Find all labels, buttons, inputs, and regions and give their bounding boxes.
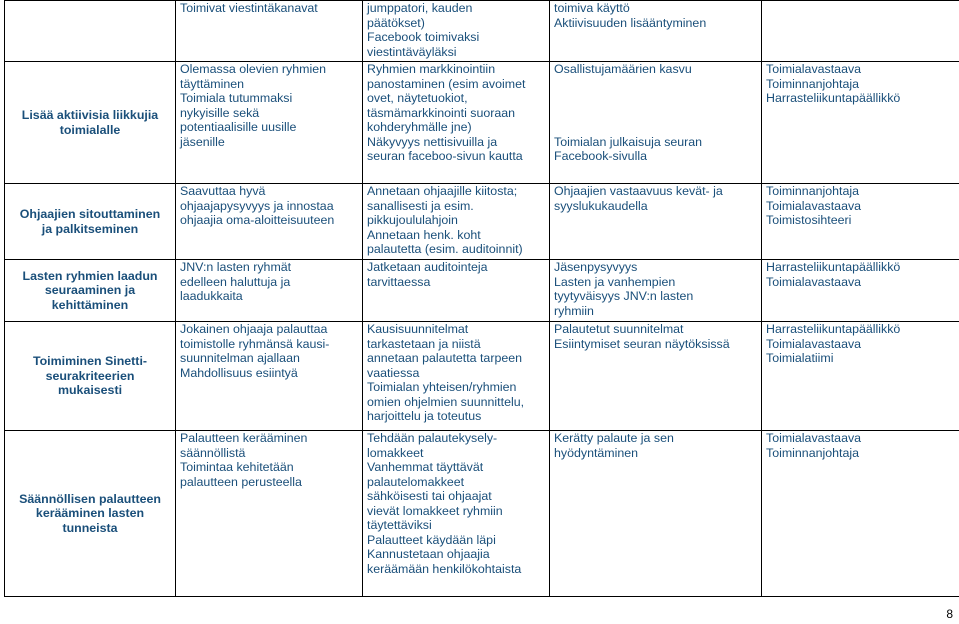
responsible-cell — [762, 322, 959, 431]
cell-line: ja palkitseminen — [41, 221, 139, 236]
cell-line — [554, 120, 757, 135]
cell-line: Jokainen ohjaaja palauttaa — [180, 322, 328, 336]
cell-line: tarvittaessa — [367, 274, 431, 289]
cell-line: Palautteen kerääminen — [180, 431, 308, 445]
cell-line: Toimialan julkaisuja seuran — [554, 134, 703, 149]
cell-line: mukaisesti — [57, 383, 123, 398]
cell-line: Palautetut suunnitelmat — [554, 322, 684, 336]
cell-line: omien ohjelmien suunnittelu, — [367, 394, 525, 409]
goal-cell — [5, 62, 176, 184]
goal-cell — [5, 322, 176, 431]
indicators-cell — [550, 62, 762, 184]
cell-line: seuran faceboo-sivun kautta — [367, 149, 523, 163]
cell-line: kerääminen lasten — [35, 506, 145, 521]
cell-line: panostaminen (esim avoimet — [367, 76, 526, 91]
cell-line: kehittäminen — [51, 297, 129, 312]
goal-cell — [5, 431, 176, 597]
cell-line: nykyisille sekä — [180, 105, 260, 120]
indicators-cell — [550, 1, 762, 62]
cell-line: Mahdollisuus esiintyä — [180, 365, 298, 380]
cell-line: seurakriteerien — [45, 368, 135, 383]
cell-line: vaatiessa — [367, 365, 420, 380]
cell-line: Toimialavastaava — [766, 431, 862, 445]
cell-line: toimialalle — [59, 122, 121, 137]
responsible-cell — [762, 62, 959, 184]
cell-line: Ohjaajien vastaavuus kevät- ja — [554, 184, 723, 198]
cell-line: täsmämarkkinointi suoraan — [367, 105, 516, 120]
cell-line: Toimialavastaava — [766, 336, 862, 351]
cell-line: laadukkaita — [180, 289, 243, 303]
responsible-cell — [762, 184, 959, 260]
responsible-cell — [762, 1, 959, 62]
cell-line: tyytyväisyys JNV:n lasten — [554, 289, 694, 303]
cell-line: Olemassa olevien ryhmien — [180, 62, 326, 76]
cell-line: ohjaajapysyvyys ja innostaa — [180, 198, 334, 213]
responsible-cell — [762, 260, 959, 322]
cell-line: Lasten ryhmien laadun — [22, 268, 158, 283]
actions-cell — [363, 62, 550, 184]
cell-line: Näkyvyys nettisivuilla ja — [367, 134, 498, 149]
cell-line: Tehdään palautekysely- — [367, 431, 498, 445]
cell-line: Toiminnanjohtaja — [766, 76, 859, 91]
cell-line: suunnitelman ajallaan — [180, 351, 300, 365]
indicators-cell — [550, 260, 762, 322]
actions-cell — [363, 1, 550, 62]
cell-line: Saavuttaa hyvä — [180, 184, 266, 198]
action-plan-table — [4, 0, 959, 597]
cell-line: Lasten ja vanhempien — [554, 274, 676, 289]
cell-line: Toiminnanjohtaja — [766, 445, 859, 460]
cell-line: Facebook toimivaksi — [367, 30, 480, 44]
cell-line: Toimialavastaava — [766, 198, 862, 213]
cell-line: ovet, näytetuokiot, — [367, 91, 468, 105]
cell-line: syyslukukaudella — [554, 198, 648, 213]
actions-cell — [363, 260, 550, 322]
responsible-cell — [762, 431, 959, 597]
cell-line: tarkastetaan ja niistä — [367, 336, 481, 351]
cell-line: ohjaajia oma-aloitteisuuteen — [180, 213, 335, 227]
cell-line: seuraaminen ja — [44, 283, 136, 298]
current-state-cell — [176, 62, 363, 184]
cell-line: Toimiala tutummaksi — [180, 91, 293, 105]
goal-cell — [5, 184, 176, 260]
cell-line: Osallistujamäärien kasvu — [554, 62, 692, 76]
cell-line: Kausisuunnitelmat — [367, 322, 469, 336]
cell-line: edelleen haluttuja ja — [180, 274, 291, 289]
cell-line: Harrasteliikuntapäällikkö — [766, 91, 901, 105]
cell-line: Lisää aktiivisia liikkujia — [21, 108, 159, 122]
cell-line: JNV:n lasten ryhmät — [180, 260, 292, 274]
cell-line: Annetaan henk. koht — [367, 227, 481, 242]
cell-line: Toimistosihteeri — [766, 213, 852, 227]
table-row — [5, 322, 959, 431]
cell-line: päätökset) — [367, 15, 425, 30]
cell-line: Kannustetaan ohjaajia — [367, 547, 490, 561]
cell-line: toimiva käyttö — [554, 1, 630, 15]
cell-line: Toimialatiimi — [766, 351, 834, 365]
table-row — [5, 184, 959, 260]
cell-line: potentiaalisille uusille — [180, 120, 297, 134]
indicators-cell — [550, 431, 762, 597]
cell-line: Kerätty palaute ja sen — [554, 431, 674, 445]
cell-line: täytettäviksi — [367, 518, 432, 532]
cell-line: sähköisesti tai ohjaajat — [367, 489, 492, 503]
cell-line: Toimiminen Sinetti- — [32, 354, 148, 369]
cell-line: palautteen perusteella — [180, 474, 302, 489]
current-state-cell — [176, 322, 363, 431]
cell-line: hyödyntäminen — [554, 445, 639, 460]
cell-line: Toimialan yhteisen/ryhmien — [367, 380, 517, 394]
goal-cell — [5, 260, 176, 322]
cell-line: Palautteet käydään läpi — [367, 532, 496, 547]
indicators-cell — [550, 184, 762, 260]
cell-line: jäsenille — [180, 134, 225, 149]
cell-line: Harrasteliikuntapäällikkö — [766, 260, 901, 274]
cell-line: vievät lomakkeet ryhmiin — [367, 503, 503, 518]
cell-line: ryhmiin — [554, 303, 594, 318]
current-state-cell — [176, 184, 363, 260]
cell-line: palautelomakkeet — [367, 474, 465, 489]
cell-line: sanallisesti ja esim. — [367, 198, 474, 213]
table-row — [5, 1, 959, 62]
table-row — [5, 260, 959, 322]
cell-line: Vanhemmat täyttävät — [367, 460, 484, 474]
cell-line: keräämään henkilökohtaista — [367, 561, 522, 576]
cell-line: Toimivat viestintäkanavat — [180, 1, 318, 15]
cell-line: Toimialavastaava — [766, 274, 862, 289]
cell-line: Toimintaa kehitetään — [180, 460, 294, 474]
actions-cell — [363, 184, 550, 260]
cell-line: Harrasteliikuntapäällikkö — [766, 322, 901, 336]
cell-line: Jatketaan auditointeja — [367, 260, 488, 274]
indicators-cell — [550, 322, 762, 431]
cell-line: palautetta (esim. auditoinnit) — [367, 242, 523, 256]
cell-line — [554, 77, 757, 92]
cell-line: harjoittelu ja toteutus — [367, 409, 482, 423]
cell-line: tunneista — [62, 520, 118, 535]
current-state-cell — [176, 260, 363, 322]
current-state-cell — [176, 1, 363, 62]
cell-line: Ohjaajien sitouttaminen — [19, 207, 161, 221]
cell-line: Annetaan ohjaajille kiitosta; — [367, 184, 518, 198]
current-state-cell — [176, 431, 363, 597]
cell-line: täyttäminen — [180, 76, 245, 91]
cell-line: lomakkeet — [367, 445, 424, 460]
cell-line: Toimialavastaava — [766, 62, 862, 76]
cell-line: Esiintymiset seuran näytöksissä — [554, 336, 730, 351]
cell-line: kohderyhmälle jne) — [367, 120, 472, 134]
cell-line: Ryhmien markkinointiin — [367, 62, 496, 76]
cell-line: viestintäväyläksi — [367, 44, 457, 59]
goal-cell — [5, 1, 176, 62]
cell-line: Jäsenpysyvyys — [554, 260, 638, 274]
cell-line: annetaan palautetta tarpeen — [367, 351, 523, 365]
actions-cell — [363, 322, 550, 431]
table-row — [5, 62, 959, 184]
actions-cell — [363, 431, 550, 597]
cell-line: Facebook-sivulla — [554, 149, 647, 163]
cell-line: Säännöllisen palautteen — [19, 491, 161, 506]
table-row — [5, 431, 959, 597]
cell-line: Toiminnanjohtaja — [766, 184, 859, 198]
page-number: 8 — [946, 607, 953, 621]
cell-line: jumppatori, kauden — [367, 1, 473, 15]
cell-line: pikkujoululahjoin — [367, 213, 458, 227]
cell-line — [554, 91, 757, 106]
cell-line: toimistolle ryhmänsä kausi- — [180, 336, 330, 351]
cell-line: Aktiivisuuden lisääntyminen — [554, 15, 707, 30]
cell-line — [554, 106, 757, 121]
cell-line: säännöllistä — [180, 445, 246, 460]
